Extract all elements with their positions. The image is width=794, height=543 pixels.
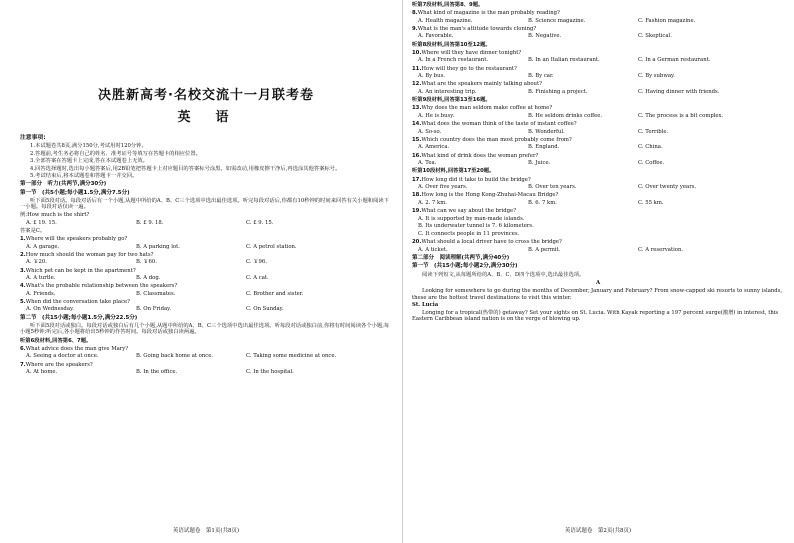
options bbox=[418, 200, 784, 206]
question bbox=[412, 239, 784, 245]
option: C. A reservation. bbox=[638, 246, 684, 253]
option: A. Favorable. bbox=[418, 33, 454, 40]
notice-item: 4.回答选择题时,选出每小题答案后,用2B铅笔把答题卡上对应题目的答案标号涂黑。如需改动,用橡皮擦干净后,再选涂其他答案标号。 bbox=[30, 165, 341, 172]
exam-title: 决胜新高考·名校交流十一月联考卷 bbox=[98, 88, 314, 103]
option: C. Fashion magazine. bbox=[638, 17, 696, 24]
question bbox=[412, 137, 784, 143]
options bbox=[418, 144, 784, 150]
options bbox=[418, 18, 784, 24]
option: A. A turtle. bbox=[26, 274, 56, 281]
question-text: Where will they have dinner tonight? bbox=[421, 50, 522, 57]
question-number: 17. bbox=[412, 176, 422, 183]
example-answer: 答案是C。 bbox=[20, 227, 46, 234]
option: C. Having dinner with friends. bbox=[638, 88, 720, 95]
material-6-heading: 听第6段材料,回答第6、7题。 bbox=[20, 337, 92, 344]
question bbox=[412, 105, 784, 111]
question-number: 14. bbox=[412, 121, 422, 128]
question-number: 12. bbox=[412, 81, 422, 88]
question-number: 19. bbox=[412, 207, 422, 214]
option: A. Tea. bbox=[418, 159, 437, 166]
passage-label: A bbox=[595, 279, 601, 286]
options bbox=[418, 113, 784, 119]
section1-intro: 听下面5段对话。每段对话后有一个小题,从题中所给的A、B、C三个选项中选出最佳选项。听完每段对话后,你都有10秒钟的时间来回答有关小题和阅读下一小题。每段对话仅读一遍。 bbox=[20, 197, 389, 211]
part2-heading: 第二部分 阅读理解(共两节,满分40分) bbox=[412, 255, 510, 262]
material-heading: 听第10段材料,回答第17至20题。 bbox=[412, 168, 495, 175]
question-text: How much should the woman pay for two hats? bbox=[25, 251, 154, 258]
question-text: What should a local driver have to cross the bridge? bbox=[421, 239, 562, 246]
option: C. Terrible. bbox=[638, 128, 669, 135]
question bbox=[412, 121, 784, 127]
question bbox=[412, 177, 784, 183]
question bbox=[412, 153, 784, 159]
option: B. In an Italian restaurant. bbox=[528, 57, 600, 64]
question bbox=[412, 208, 784, 214]
option: C. In a German restaurant. bbox=[638, 57, 711, 64]
passage-paragraph-1: Looking for somewhere to go during the months of December, January and February? From snow-capped ski resorts to sunny islands, these are the hottest travel destinations to visit this winter. bbox=[412, 288, 783, 301]
question-group-1 bbox=[20, 236, 392, 312]
option: A. Over five years. bbox=[418, 183, 468, 190]
question-number: 6. bbox=[20, 345, 26, 352]
option: C. On Sunday. bbox=[246, 306, 284, 313]
option: A. At home. bbox=[26, 368, 58, 375]
notice-item: 1.本试题卷共8页,满分150分,考试用时120分钟。 bbox=[30, 143, 147, 150]
option: A. America. bbox=[418, 144, 450, 151]
part1-heading: 第一部分 听力(共两节,满分30分) bbox=[20, 181, 107, 188]
material-heading: 听第9段材料,回答第13至16题。 bbox=[412, 97, 491, 104]
option: C. It connects people in 11 provinces. bbox=[418, 231, 520, 238]
material-heading: 听第8段材料,回答第10至12题。 bbox=[412, 41, 491, 48]
section3-intro: 阅读下列短文,从每题所给的A、B、C、D四个选项中,选出最佳选项。 bbox=[422, 271, 585, 278]
question-number: 16. bbox=[412, 152, 422, 159]
question-text: Where will the speakers probably go? bbox=[25, 236, 128, 243]
options bbox=[418, 184, 784, 190]
question-group-3 bbox=[412, 2, 784, 253]
question bbox=[20, 252, 392, 258]
subject-title: 英 语 bbox=[177, 109, 235, 125]
options bbox=[26, 369, 392, 375]
question bbox=[20, 299, 392, 305]
option: A. £ 19. 15. bbox=[26, 219, 57, 226]
option: A. In a French restaurant. bbox=[418, 57, 489, 64]
options bbox=[418, 89, 784, 95]
question-number: 20. bbox=[412, 239, 422, 246]
option: C. Over twenty years. bbox=[638, 183, 697, 190]
option: C. Taking some medicine at once. bbox=[246, 353, 337, 360]
option: B. Classmates. bbox=[136, 290, 176, 297]
question-text: What does the woman think of the taste of instant coffee? bbox=[421, 121, 577, 128]
question-text: Where are the speakers? bbox=[25, 361, 93, 368]
question bbox=[20, 362, 392, 368]
question bbox=[412, 192, 784, 198]
notice-list bbox=[20, 143, 392, 179]
option: C. £ 9. 15. bbox=[246, 219, 274, 226]
option: C. China. bbox=[638, 144, 663, 151]
page2-footer: 英语试题卷 第2页(共8页) bbox=[564, 528, 632, 535]
option: B. Its underwater tunnel is 7. 6 kilometers. bbox=[418, 223, 534, 230]
question-number: 13. bbox=[412, 105, 422, 112]
option: C. By subway. bbox=[638, 73, 675, 80]
options bbox=[26, 353, 392, 359]
question bbox=[412, 10, 784, 16]
question-number: 3. bbox=[20, 267, 26, 274]
option: B. On Friday. bbox=[136, 306, 172, 313]
option: B. Going back home at once. bbox=[136, 353, 214, 360]
option: A. ￥20. bbox=[26, 259, 47, 266]
question-text: What advice does the man give Mary? bbox=[25, 345, 129, 352]
question bbox=[20, 268, 392, 274]
question-text: What kind of magazine is the man probably reading? bbox=[417, 10, 560, 17]
option: C. The process is a bit complex. bbox=[638, 112, 724, 119]
option: C. Brother and sister. bbox=[246, 290, 304, 297]
section1-heading: 第一节 (共5小题;每小题1.5分,满分7.5分) bbox=[20, 189, 130, 196]
question-text: What is the man's attitude towards cloning? bbox=[417, 26, 537, 33]
question-number: 8. bbox=[412, 10, 418, 17]
option: A. 2. 7 km. bbox=[418, 199, 447, 206]
options bbox=[26, 259, 392, 265]
question-text: How long is the Hong Kong-Zhuhai-Macau Bridge? bbox=[421, 192, 559, 199]
option: B. A permit. bbox=[528, 246, 561, 253]
page1-footer: 英语试题卷 第1页(共8页) bbox=[172, 528, 240, 535]
options bbox=[418, 73, 784, 79]
material-heading: 听第7段材料,回答第8、9题。 bbox=[412, 2, 484, 8]
question bbox=[20, 346, 392, 352]
question-text: When did the conversation take place? bbox=[25, 299, 131, 306]
option: C. Skeptical. bbox=[638, 33, 672, 40]
question-number: 9. bbox=[412, 26, 418, 33]
option: C. 55 km. bbox=[638, 199, 664, 206]
options bbox=[26, 244, 392, 250]
section2-intro: 听下面5段对话或独白。每段对话或独白后有几个小题,从题中所给的A、B、C三个选项中选出最佳选项。听每段对话或独白前,你将有时间阅读各个小题,每小题5秒钟;听完后,各小题将给出5秒钟的作答时间。每段对话或独白读两遍。 bbox=[20, 322, 390, 336]
option: B. In the office. bbox=[136, 368, 178, 375]
option: A. An interesting trip. bbox=[418, 88, 477, 95]
option: A. On Wednesday. bbox=[26, 306, 74, 313]
question-text: How will they go to the restaurant? bbox=[421, 65, 517, 72]
question-number: 1. bbox=[20, 236, 26, 243]
option: C. Coffee. bbox=[638, 159, 665, 166]
question-text: What are the speakers mainly talking about? bbox=[421, 81, 542, 88]
example-question: 例:How much is the shirt? bbox=[20, 211, 90, 218]
question-number: 5. bbox=[20, 299, 26, 306]
options bbox=[418, 33, 784, 39]
question-text: How long did it take to build the bridge? bbox=[421, 176, 531, 183]
question-text: What kind of drink does the woman prefer? bbox=[421, 152, 539, 159]
option: A. By bus. bbox=[418, 73, 445, 80]
option: C. A petrol station. bbox=[246, 243, 297, 250]
option: A. Health magazine. bbox=[418, 17, 473, 24]
options bbox=[418, 129, 784, 135]
question bbox=[412, 26, 784, 32]
options bbox=[26, 306, 392, 312]
options bbox=[418, 57, 784, 63]
option: B. £ 9. 18. bbox=[136, 219, 164, 226]
section2-heading: 第二节 (共15小题;每小题1.5分,满分22.5分) bbox=[20, 314, 138, 321]
question-number: 15. bbox=[412, 136, 422, 143]
section3-heading: 第一节 (共15小题;每小题2分,满分30分) bbox=[412, 263, 518, 270]
option: A. He is busy. bbox=[418, 112, 455, 119]
option: A. Friends. bbox=[26, 290, 56, 297]
option: B. ￥60. bbox=[136, 259, 157, 266]
option: B. Negative. bbox=[528, 33, 562, 40]
option: B. Wonderful. bbox=[528, 128, 565, 135]
option: B. By car. bbox=[528, 73, 554, 80]
question-number: 10. bbox=[412, 50, 422, 57]
passage-paragraph-2: Longing for a tropical(热带的) getaway? Set your sights on St. Lucia. With Kayak reporting a 197 percent surge(激增) in interest, this Eastern Caribbean island nation is on the verge of blowing up. bbox=[412, 310, 779, 323]
notice-item: 2.答题前,考生务必将自己的姓名、准考证号等填写在答题卡的相应位置。 bbox=[30, 150, 201, 157]
page-divider bbox=[402, 0, 403, 543]
notice-heading: 注意事项: bbox=[20, 135, 46, 142]
option: C. In the hospital. bbox=[246, 368, 294, 375]
question-number: 7. bbox=[20, 361, 26, 368]
option: A. A garage. bbox=[26, 243, 60, 250]
option: B. Over ten years. bbox=[528, 183, 577, 190]
example-options bbox=[26, 220, 392, 226]
question-text: What's the probable relationship between the speakers? bbox=[25, 283, 178, 290]
question-number: 18. bbox=[412, 192, 422, 199]
notice-item: 3.全部答案在答题卡上完成,答在本试题卷上无效。 bbox=[30, 158, 148, 165]
question bbox=[412, 81, 784, 87]
question-text: What can we say about the bridge? bbox=[421, 207, 517, 214]
question-text: Which pet can be kept in the apartment? bbox=[25, 267, 136, 274]
passage-subheading: St. Lucia bbox=[412, 302, 439, 309]
option: B. Juice. bbox=[528, 159, 551, 166]
options bbox=[418, 160, 784, 166]
page-2 bbox=[412, 0, 784, 543]
question-number: 11. bbox=[412, 65, 422, 72]
option: A. A ticket. bbox=[418, 246, 448, 253]
question-number: 4. bbox=[20, 283, 26, 290]
option: C. A cat. bbox=[246, 274, 269, 281]
option: B. A parking lot. bbox=[136, 243, 180, 250]
notice-item: 5.考试结束后,将本试题卷和答题卡一并交回。 bbox=[30, 173, 138, 180]
question-text: Why does the man seldom make coffee at home? bbox=[421, 105, 553, 112]
option: B. England. bbox=[528, 144, 560, 151]
question bbox=[412, 50, 784, 56]
option: A. So-so. bbox=[418, 128, 442, 135]
options bbox=[418, 247, 784, 253]
option: B. A dog. bbox=[136, 274, 161, 281]
option: B. Science magazine. bbox=[528, 17, 586, 24]
options bbox=[26, 275, 392, 281]
option: B. 6. 7 km. bbox=[528, 199, 557, 206]
question-text: Which country does the man most probably come from? bbox=[421, 136, 572, 143]
option: A. It is supported by man-made islands. bbox=[418, 215, 525, 222]
question bbox=[20, 236, 392, 242]
option: A. Seeing a doctor at once. bbox=[26, 353, 99, 360]
question bbox=[412, 66, 784, 72]
question-number: 2. bbox=[20, 251, 26, 258]
page-1 bbox=[20, 0, 392, 543]
options bbox=[26, 291, 392, 297]
option: C. ￥96. bbox=[246, 259, 267, 266]
question-group-2 bbox=[20, 346, 392, 375]
question bbox=[20, 283, 392, 289]
option: B. He seldom drinks coffee. bbox=[528, 112, 603, 119]
option: B. Finishing a project. bbox=[528, 88, 588, 95]
